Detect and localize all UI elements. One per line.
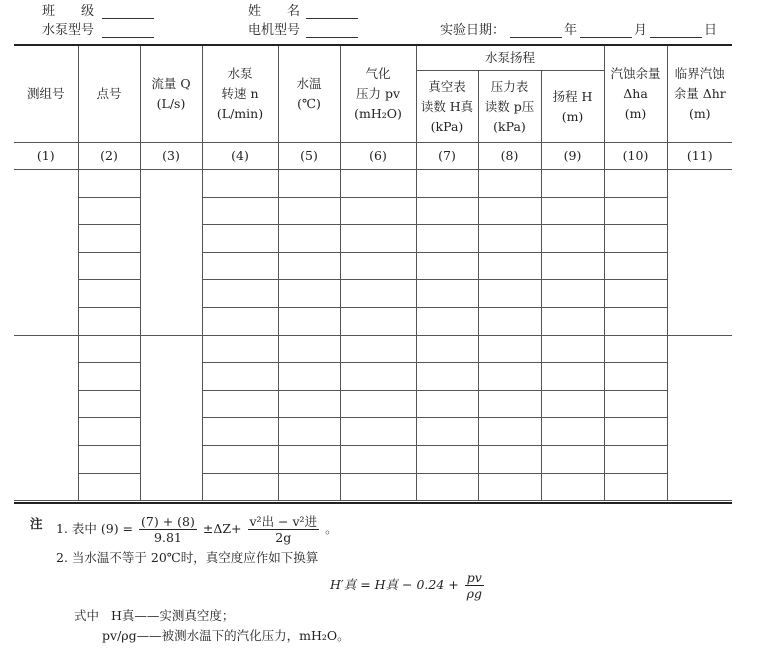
month-label: 月 — [634, 23, 648, 38]
pump-model-blank[interactable] — [102, 23, 154, 38]
day-label: 日 — [704, 23, 718, 38]
table-row — [14, 418, 732, 446]
motor-model-label: 电机型号 — [248, 23, 301, 38]
name-label: 姓 名 — [248, 4, 301, 19]
table-row — [14, 363, 732, 391]
npshr-cell[interactable] — [667, 335, 732, 501]
class-blank[interactable] — [102, 4, 154, 19]
table-bottom-rule — [14, 502, 732, 504]
year-label: 年 — [564, 23, 578, 38]
flow-cell[interactable] — [140, 335, 202, 501]
date-label: 实验日期： — [440, 23, 506, 38]
table-row — [14, 170, 732, 198]
header-head: 扬程 H (m) — [541, 71, 604, 143]
motor-model-blank[interactable] — [306, 23, 358, 38]
where-line-2: pv/ρg——被测水温下的汽化压力，mH₂O。 — [102, 628, 350, 643]
notes-label: 注 — [30, 516, 43, 531]
data-table — [14, 44, 732, 501]
header-vapor: 气化 压力 pv (mH₂O) — [340, 45, 416, 143]
group-cell[interactable] — [14, 335, 78, 501]
where-line-1: 式中 H真——实测真空度； — [74, 608, 235, 623]
table-row — [14, 197, 732, 225]
group-cell[interactable] — [14, 170, 78, 336]
table-row — [14, 280, 732, 308]
day-blank[interactable] — [650, 23, 702, 38]
table-row — [14, 473, 732, 501]
table-top-rule — [14, 44, 732, 46]
npshr-cell[interactable] — [667, 170, 732, 336]
pump-model-label: 水泵型号 — [42, 23, 95, 38]
table-row — [14, 335, 732, 363]
year-blank[interactable] — [510, 23, 562, 38]
flow-cell[interactable] — [140, 170, 202, 336]
note-item-2: 2. 当水温不等于 20℃时，真空度应作如下换算 — [56, 550, 319, 565]
header-pressure: 压力表 读数 p压 (kPa) — [478, 71, 541, 143]
header-vacuum: 真空表 读数 H真 (kPa) — [416, 71, 478, 143]
name-blank[interactable] — [306, 4, 358, 19]
month-blank[interactable] — [580, 23, 632, 38]
header-point: 点号 — [78, 45, 140, 143]
header-speed: 水泵 转速 n (L/min) — [202, 45, 278, 143]
table-row — [14, 445, 732, 473]
header-flow: 流量 Q (L/s) — [140, 45, 202, 143]
header-head-group: 水泵扬程 — [416, 45, 604, 71]
table-row — [14, 225, 732, 253]
header-npsha: 汽蚀余量 Δha (m) — [604, 45, 667, 143]
table-row — [14, 307, 732, 335]
column-number-row: (1) (2) (3) (4) (5) (6) (7) (8) (9) (10) (11) — [14, 143, 732, 170]
header-group: 测组号 — [14, 45, 78, 143]
class-label: 班 级 — [42, 4, 95, 19]
header-temp: 水温 (℃) — [278, 45, 340, 143]
note-item-1: 1. 表中 (9) = $\frac{(7) + (8)}{9.81}$ ±ΔZ+ $\frac{\text{v²出 − v²进}}{2g}$ 。 — [56, 514, 338, 545]
header-npshr: 临界汽蚀 余量 Δhr (m) — [667, 45, 732, 143]
conversion-formula: H′真 = H真 − 0.24 + $\frac{pv}{\rho g}$ — [330, 570, 482, 601]
table-row — [14, 390, 732, 418]
table-row — [14, 252, 732, 280]
